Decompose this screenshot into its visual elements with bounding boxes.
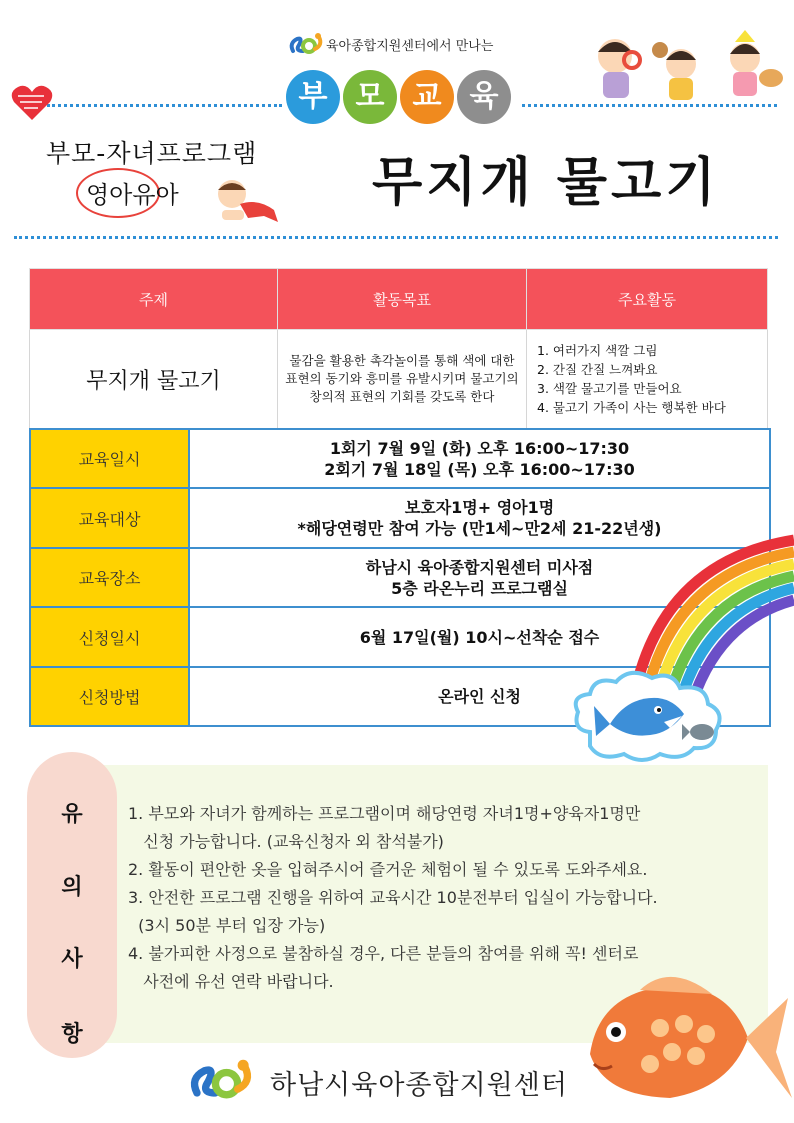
detail-line: 보호자1명+ 영아1명 (404, 498, 555, 517)
goldfish-illustration (580, 968, 794, 1123)
notice-label-char: 의 (61, 875, 83, 900)
detail-key: 신청일시 (30, 607, 189, 667)
heart-icon (10, 82, 54, 124)
header-caption: 육아종합지원센터에서 만나는 (326, 39, 494, 54)
detail-value (189, 429, 770, 488)
notice-label-char: 항 (61, 1022, 83, 1047)
detail-line: 온라인 신청 (438, 687, 521, 706)
notice-line: (3시 50분 부터 입장 가능) (128, 916, 326, 935)
program-title: 부모-자녀프로그램 (46, 139, 258, 168)
detail-line: 1회기 7월 9일 (화) 오후 16:00~17:30 (329, 438, 630, 458)
detail-line: 6월 17일(월) 10시~선착순 접수 (359, 627, 600, 647)
children-illustration (585, 28, 790, 108)
badge-char: 모 (343, 70, 397, 124)
header-activities: 주요활동 (527, 269, 768, 330)
crawling-baby-illustration (212, 176, 284, 234)
detail-key: 신청방법 (30, 667, 189, 726)
footer-org-name: 하남시육아종합지원센터 (270, 1070, 568, 1101)
program-overview-table (29, 268, 768, 429)
activity-item: 3. 색깔 물고기를 만들어요 (537, 381, 682, 396)
age-group-line (86, 175, 179, 210)
detail-line: 하남시 육아종합지원센터 미사점 (365, 557, 594, 577)
notice-label-pill (27, 752, 117, 1058)
header-dotted-divider-bottom (14, 236, 778, 239)
detail-line: *해당연령만 참여 가능 (만1세~만2세 21-22년생) (297, 519, 662, 538)
topic-cell: 무지개 물고기 (30, 330, 278, 429)
header-goal: 활동목표 (278, 269, 527, 330)
notice-label-char: 사 (61, 947, 83, 972)
notice-line: 4. 불가피한 사정으로 불참하실 경우, 다른 분들의 참여를 위해 꼭! 센터로 (128, 944, 639, 963)
age-selected: 영아 (86, 181, 133, 209)
notice-list (128, 800, 658, 996)
badge-char: 부 (286, 70, 340, 124)
badge-char: 교 (400, 70, 454, 124)
activity-item: 4. 물고기 가족이 사는 행복한 바다 (537, 400, 726, 415)
notice-line: 사전에 유선 연락 바랍니다. (128, 972, 334, 991)
overview-content-row (30, 330, 768, 429)
activity-item: 2. 간질 간질 느껴봐요 (537, 362, 658, 377)
center-logo-icon (182, 1056, 260, 1104)
notice-label-char: 유 (61, 802, 83, 827)
main-title: 무지개 물고기 (372, 153, 720, 213)
header-dotted-divider-top (47, 104, 282, 107)
header-topic: 주제 (30, 269, 278, 330)
activities-cell (527, 330, 768, 429)
detail-line: 2회기 7월 18일 (목) 오후 16:00~17:30 (324, 459, 635, 479)
goal-cell: 물감을 활용한 촉각놀이를 통해 색에 대한 표현의 동기와 흥미를 유발시키며 물고기의 창의적 표현의 기회를 갖도록 한다 (278, 330, 527, 429)
notice-line: 1. 부모와 자녀가 함께하는 프로그램이며 해당연령 자녀1명+양육자1명만 (128, 804, 641, 823)
center-logo-icon (287, 31, 325, 57)
badge-char: 육 (457, 70, 511, 124)
detail-line: 5층 라온누리 프로그램실 (391, 578, 568, 598)
notice-line: 3. 안전한 프로그램 진행을 위하여 교육시간 10분전부터 입실이 가능합니다. (128, 888, 658, 907)
overview-header-row (30, 269, 768, 330)
detail-key: 교육대상 (30, 488, 189, 548)
rainbow-illustration (560, 500, 794, 780)
detail-row-schedule (30, 429, 770, 488)
notice-line: 신청 가능합니다. (교육신청자 외 참석불가) (128, 832, 444, 851)
detail-key: 교육일시 (30, 429, 189, 488)
notice-line: 2. 활동이 편안한 옷을 입혀주시어 즐거운 체험이 될 수 있도록 도와주세요. (128, 860, 648, 879)
detail-key: 교육장소 (30, 548, 189, 607)
activity-item: 1. 여러가지 색깔 그림 (537, 343, 658, 358)
age-other: 유아 (132, 181, 179, 209)
